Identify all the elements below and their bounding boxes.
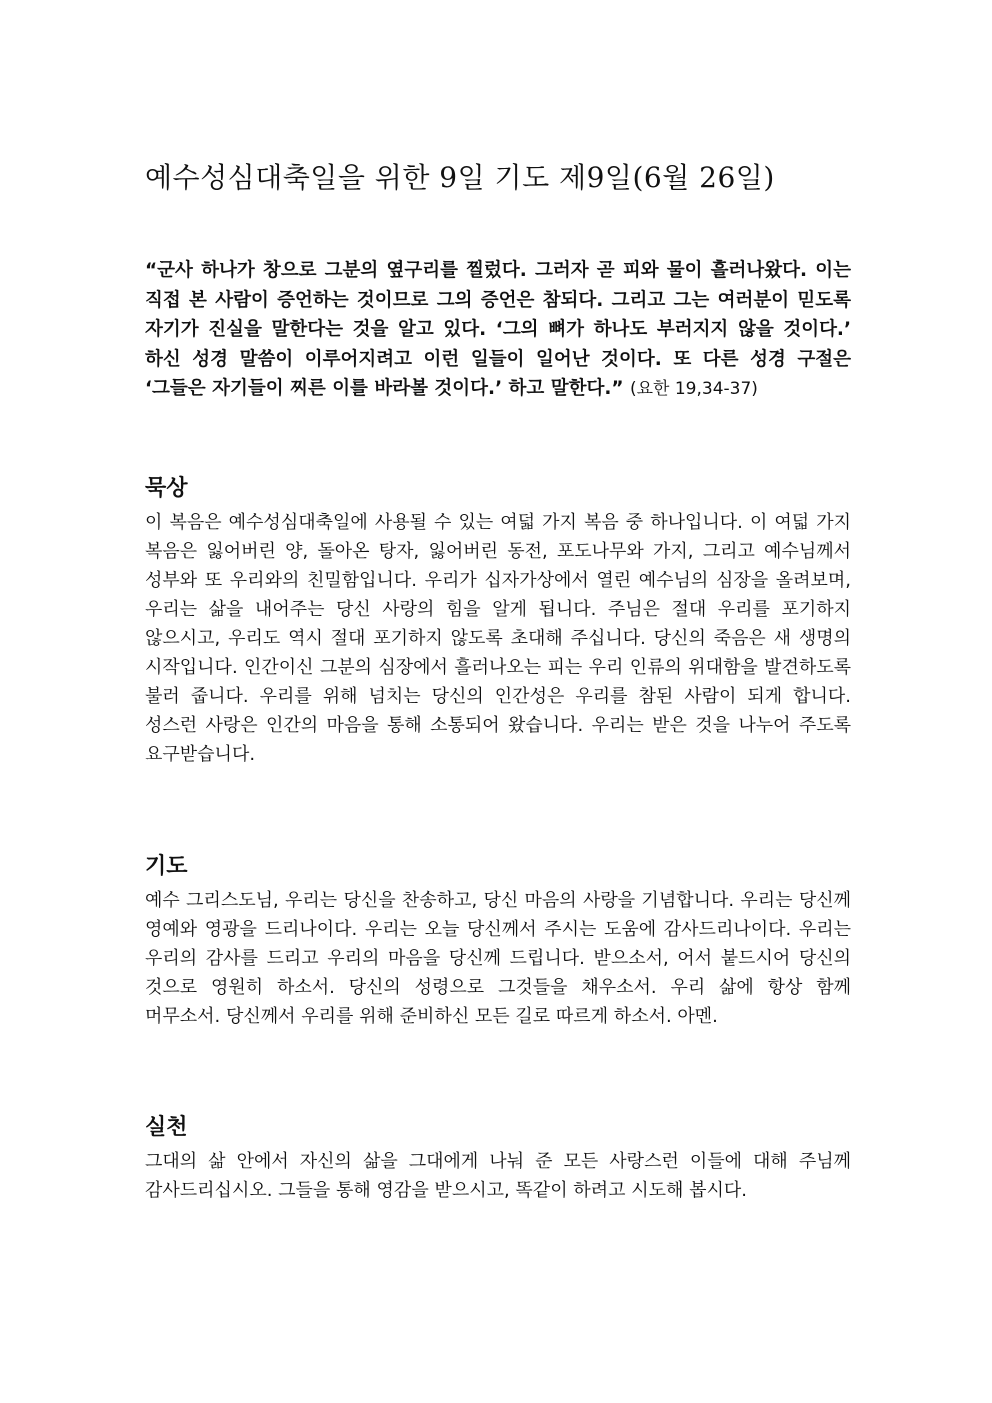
scripture-quote <box>145 256 851 405</box>
scripture-reference: (요한 19,34-37) <box>629 379 758 399</box>
prayer-text: 예수 그리스도님, 우리는 당신을 찬송하고, 당신 마음의 사랑을 기념합니다. 우리는 당신께 영예와 영광을 드리나이다. 우리는 오늘 당신께서 주시는 도움에 감사드리나이다. 우리는 우리의 감사를 드리고 우리의 마음을 당신께 드립니다. 받으소서, 어서 붙드시어 당신의 것으로 영원히 하소서. 당신의 성령으로 그것들을 채우소서. 우리 삶에 항상 함께 머무소서. 당신께서 우리를 위해 준비하신 모든 길로 따르게 하소서. 아멘. <box>145 890 851 1027</box>
meditation-text: 이 복음은 예수성심대축일에 사용될 수 있는 여덟 가지 복음 중 하나입니다. 이 여덟 가지 복음은 잃어버린 양, 돌아온 탕자, 잃어버린 동전, 포도나무와 가지, 그리고 예수님께서 성부와 또 우리와의 친밀함입니다. 우리가 십자가상에서 열린 예수님의 심장을 올려보며, 우리는 삶을 내어주는 당신 사랑의 힘을 알게 됩니다. 주님은 절대 우리를 포기하지 않으시고, 우리도 역시 절대 포기하지 않도록 초대해 주십니다. 당신의 죽음은 새 생명의 시작입니다. 인간이신 그분의 심장에서 흘러나오는 피는 우리 인류의 위대함을 발견하도록 불러 줍니다. 우리를 위해 넘치는 당신의 인간성은 우리를 참된 사람이 되게 합니다. 성스런 사랑은 인간의 마음을 통해 소통되어 왔습니다. 우리는 받은 것을 나누어 주도록 요구받습니다. <box>145 512 851 765</box>
document-title: 예수성심대축일을 위한 9일 기도 제9일(6월 26일) <box>145 161 775 194</box>
practice-heading: 실천 <box>145 1115 188 1140</box>
meditation-heading: 묵상 <box>145 476 188 501</box>
practice-text: 그대의 삶 안에서 자신의 삶을 그대에게 나눠 준 모든 사랑스런 이들에 대해 주님께 감사드리십시오. 그들을 통해 영감을 받으시고, 똑같이 하려고 시도해 봅시다. <box>145 1151 851 1201</box>
prayer-section <box>145 852 851 1031</box>
practice-section <box>145 1113 851 1205</box>
scripture-text: “군사 하나가 창으로 그분의 옆구리를 찔렀다. 그러자 곧 피와 물이 흘러나왔다. 이는 직접 본 사람이 증언하는 것이므로 그의 증언은 참되다. 그리고 그는 여러분이 믿도록 자기가 진실을 말한다는 것을 알고 있다. ‘그의 뼈가 하나도 부러지지 않을 것이다.’ 하신 성경 말씀이 이루어지려고 이런 일들이 일어난 것이다. 또 다른 성경 구절은 ‘그들은 자기들이 찌른 이를 바라볼 것이다.’ 하고 말한다.” <box>145 260 851 399</box>
prayer-heading: 기도 <box>145 854 188 879</box>
meditation-section <box>145 474 851 769</box>
